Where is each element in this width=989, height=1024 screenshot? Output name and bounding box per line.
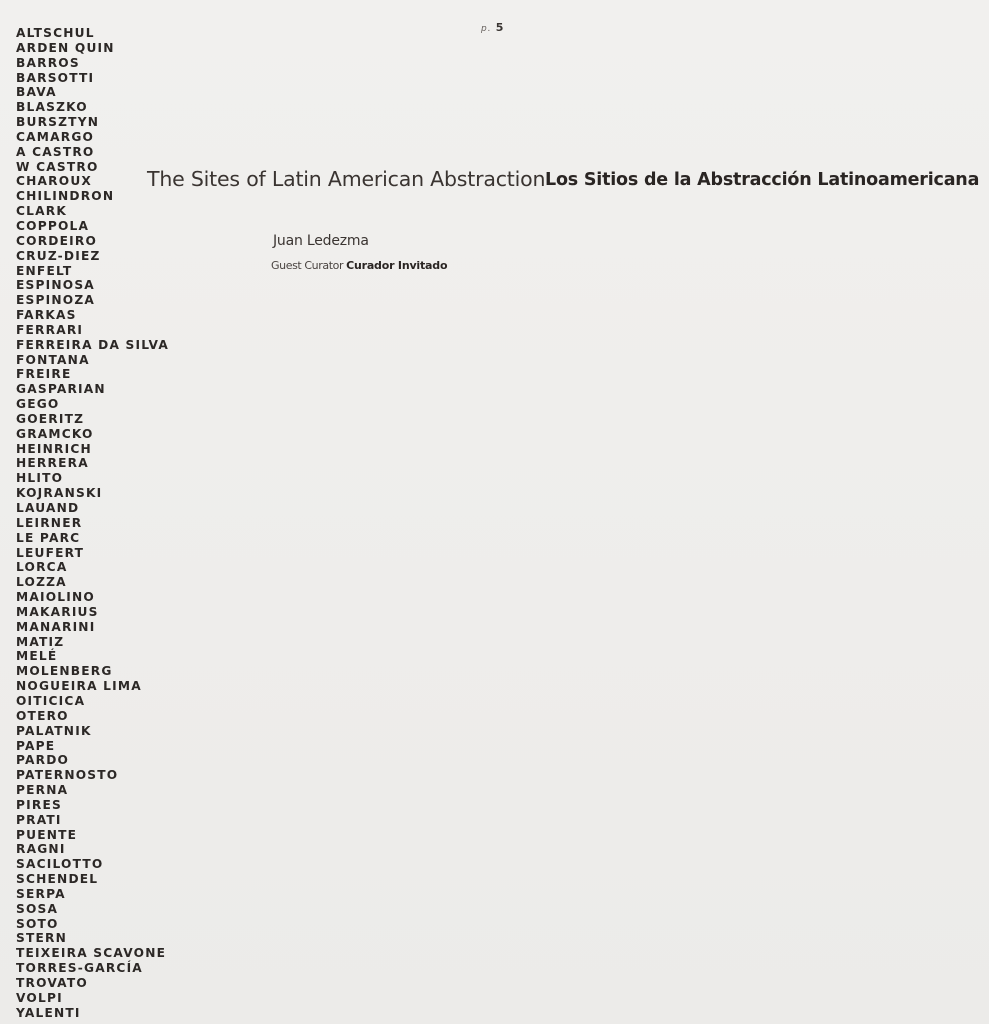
artist-name: SERPA: [16, 886, 66, 901]
artist-name: ALTSCHUL: [16, 26, 95, 40]
artist-name: RAGNI: [16, 842, 66, 857]
artist-name: MELÉ: [16, 649, 58, 664]
artist-name: ENFELT: [16, 263, 73, 278]
artist-name: SOSA: [16, 901, 59, 916]
page-number-prefix: p.: [481, 24, 492, 34]
curator-name: Juan Ledezma: [273, 233, 369, 249]
artist-name: ESPINOZA: [16, 293, 95, 308]
artist-name: ESPINOSA: [16, 278, 95, 293]
artist-name: KOJRANSKI: [16, 486, 103, 501]
artist-name: STERN: [16, 931, 68, 946]
artist-name: BARSOTTI: [16, 70, 95, 85]
artist-name: A CASTRO: [16, 144, 95, 159]
artist-name: NOGUEIRA LIMA: [16, 679, 142, 694]
artist-name: OTERO: [16, 708, 69, 723]
artist-name: OITICICA: [16, 693, 86, 708]
artist-name: FERREIRA DA SILVA: [16, 337, 169, 352]
artist-name: PATERNOSTO: [16, 768, 119, 783]
artist-name: CORDEIRO: [16, 233, 98, 248]
artist-name: COPPOLA: [16, 218, 90, 233]
artist-name: SOTO: [16, 916, 59, 931]
artist-name: LOZZA: [16, 575, 67, 590]
artist-name: SCHENDEL: [16, 872, 99, 887]
curator-role-spanish: Curador Invitado: [346, 259, 448, 272]
artist-name: HLITO: [16, 471, 64, 486]
artist-name: FONTANA: [16, 352, 90, 367]
artist-name: HERRERA: [16, 456, 89, 471]
artist-name: PRATI: [16, 812, 62, 827]
artist-name: CHAROUX: [16, 174, 93, 189]
artist-name: PIRES: [16, 797, 62, 812]
page-number: [481, 21, 504, 34]
artist-name: TORRES-GARCÍA: [16, 961, 143, 976]
artist-name: MAKARIUS: [16, 604, 99, 619]
artist-name: LAUAND: [16, 501, 80, 515]
artist-name: BLASZKO: [16, 100, 88, 115]
artist-name: LE PARC: [16, 530, 81, 545]
artist-name: PALATNIK: [16, 723, 92, 738]
artist-name: TROVATO: [16, 976, 88, 990]
artist-name: SACILOTTO: [16, 857, 104, 872]
artist-name: GEGO: [16, 397, 60, 412]
artist-name: LEIRNER: [16, 515, 83, 530]
artist-name: GOERITZ: [16, 411, 85, 426]
artist-name: W CASTRO: [16, 159, 99, 174]
artist-name: MOLENBERG: [16, 664, 113, 679]
artist-name: TEIXEIRA SCAVONE: [16, 946, 167, 961]
artist-name: HEINRICH: [16, 441, 92, 456]
artist-name: PUENTE: [16, 827, 78, 842]
artist-name: MAIOLINO: [16, 590, 95, 605]
artist-name: BAVA: [16, 85, 57, 100]
artist-name: YALENTI: [16, 1005, 81, 1020]
artist-name: GRAMCKO: [16, 426, 94, 441]
artist-name: CRUZ-DIEZ: [16, 248, 101, 263]
artist-name: LORCA: [16, 560, 68, 575]
artist-name: GASPARIAN: [16, 382, 106, 397]
artist-name: FERRARI: [16, 322, 84, 337]
artist-name: FARKAS: [16, 308, 77, 323]
curator-role: [271, 259, 447, 272]
artist-list: [16, 26, 169, 1021]
artist-name: VOLPI: [16, 990, 63, 1005]
artist-name: BURSZTYN: [16, 115, 100, 130]
artist-name: PARDO: [16, 753, 70, 768]
artist-name: MATIZ: [16, 634, 65, 649]
artist-name: CAMARGO: [16, 129, 95, 144]
artist-name: FREIRE: [16, 367, 72, 382]
title-english: The Sites of Latin American Abstraction: [147, 167, 546, 191]
artist-name: CLARK: [16, 204, 67, 219]
artist-name: LEUFERT: [16, 545, 85, 560]
artist-name: BARROS: [16, 55, 80, 70]
artist-name: CHILINDRON: [16, 189, 115, 204]
curator-role-english: Guest Curator: [271, 259, 344, 272]
artist-name: MANARINI: [16, 619, 96, 634]
title-spanish: Los Sitios de la Abstracción Latinoamericana: [545, 170, 980, 190]
artist-name: ARDEN QUIN: [16, 40, 115, 55]
artist-name: PERNA: [16, 783, 69, 798]
page-number-value: 5: [495, 21, 505, 34]
artist-name: PAPE: [16, 738, 56, 753]
